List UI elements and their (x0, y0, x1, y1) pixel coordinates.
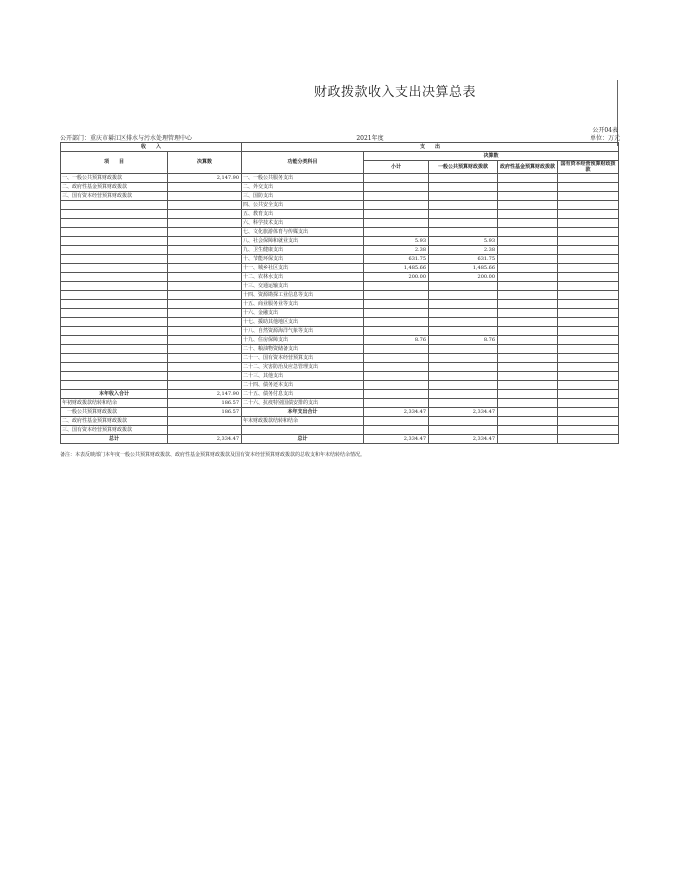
income-item-cell (61, 327, 168, 336)
table-row (61, 210, 619, 219)
table-row (61, 300, 619, 309)
state-capital-cell (558, 372, 619, 381)
subtotal-cell (364, 228, 429, 237)
state-capital-cell (558, 219, 619, 228)
general-budget-cell: 631.75 (429, 255, 498, 264)
page-title: 财政拨款收入支出决算总表 (313, 85, 476, 100)
general-budget-cell (429, 228, 498, 237)
gov-fund-cell (498, 228, 558, 237)
table-row (61, 318, 619, 327)
income-value-cell (168, 264, 242, 273)
state-capital-cell (558, 282, 619, 291)
subtotal-cell (364, 210, 429, 219)
income-total-label: 本年收入合计 (61, 390, 168, 399)
income-item-cell (61, 255, 168, 264)
subtotal-cell (364, 291, 429, 300)
subtotal-cell (364, 201, 429, 210)
income-value-cell (168, 372, 242, 381)
state-capital-cell (558, 327, 619, 336)
general-budget-cell (429, 210, 498, 219)
general-budget-cell: 200.00 (429, 273, 498, 282)
expense-item-cell: 七、文化旅游体育与传媒支出 (242, 228, 364, 237)
general-budget-cell (429, 345, 498, 354)
general-budget-header: 一般公共预算财政拨款 (429, 161, 498, 174)
gov-fund-cell (498, 246, 558, 255)
general-budget-cell (429, 282, 498, 291)
subtotal-header: 小计 (364, 161, 429, 174)
table-row (61, 255, 619, 264)
state-capital-cell (558, 192, 619, 201)
income-item-cell (61, 291, 168, 300)
item-header: 项 目 (61, 152, 168, 174)
gov-fund-cell (498, 210, 558, 219)
gov-fund-cell (498, 282, 558, 291)
gov-fund-cell (498, 201, 558, 210)
income-value-cell (168, 309, 242, 318)
state-capital-cell (558, 174, 619, 183)
income-item-cell (61, 354, 168, 363)
table-row (61, 264, 619, 273)
carryover-label: 年初财政拨款结转和结余 (61, 399, 168, 408)
income-item-cell (61, 282, 168, 291)
subtotal-cell: 8.76 (364, 336, 429, 345)
general-budget-cell (429, 327, 498, 336)
table-row (61, 372, 619, 381)
income-item-cell (61, 264, 168, 273)
table-row (61, 381, 619, 390)
general-budget-cell (429, 291, 498, 300)
general-budget-cell: 8.76 (429, 336, 498, 345)
grand-expense-label: 总计 (242, 435, 364, 444)
general-budget-cell: 2.38 (429, 246, 498, 255)
income-item-cell (61, 219, 168, 228)
table-row (61, 174, 619, 183)
table-row (61, 336, 619, 345)
form-code: 公开04表 (592, 127, 618, 134)
subtotal-cell (364, 282, 429, 291)
gov-fund-cell (498, 309, 558, 318)
expense-item-cell: 九、卫生健康支出 (242, 246, 364, 255)
income-value-cell (168, 183, 242, 192)
income-header: 收 入 (61, 143, 242, 152)
subtotal-cell (364, 174, 429, 183)
table-row (61, 219, 619, 228)
table-row (61, 237, 619, 246)
grand-total-label: 总计 (61, 435, 168, 444)
income-item-cell (61, 309, 168, 318)
state-capital-cell (558, 183, 619, 192)
income-value-cell (168, 210, 242, 219)
subtotal-cell (364, 354, 429, 363)
gov-fund-cell (498, 174, 558, 183)
income-value-cell (168, 300, 242, 309)
grand-subtotal-value: 2,334.47 (364, 435, 429, 444)
expense-item-cell: 十五、商业服务业等支出 (242, 300, 364, 309)
general-budget-cell (429, 309, 498, 318)
func-category-header: 功能分类科目 (242, 152, 364, 174)
income-value-cell (168, 291, 242, 300)
subtotal-cell: 631.75 (364, 255, 429, 264)
table-row (61, 228, 619, 237)
income-value-cell (168, 237, 242, 246)
general-budget-cell (429, 201, 498, 210)
expense-item-cell: 十九、住房保障支出 (242, 336, 364, 345)
income-item-cell: 二、政府性基金预算财政拨款 (61, 183, 168, 192)
grand-general-value: 2,334.47 (429, 435, 498, 444)
footnote: 备注：本表反映部门本年度一般公共预算财政拨款、政府性基金预算财政拨款及国有资本经营预算财政拨款的总收支和年末结转结余情况。 (60, 452, 366, 458)
expense-item-cell: 十、节能环保支出 (242, 255, 364, 264)
state-capital-cell (558, 264, 619, 273)
gov-fund-cell (498, 372, 558, 381)
income-value-cell: 2,147.90 (168, 174, 242, 183)
income-value-cell (168, 381, 242, 390)
carryover-value: 186.57 (168, 399, 242, 408)
table-row (61, 282, 619, 291)
state-capital-cell (558, 255, 619, 264)
expense-total-label: 本年支出合计 (242, 408, 364, 417)
state-capital-cell (558, 300, 619, 309)
general-budget-cell (429, 381, 498, 390)
year-end-label: 年末财政拨款结转和结余 (242, 417, 364, 426)
income-item-cell (61, 237, 168, 246)
general-budget-cell (429, 192, 498, 201)
subtotal-cell (364, 372, 429, 381)
income-value-cell (168, 363, 242, 372)
general-budget-cell (429, 183, 498, 192)
income-item-cell (61, 201, 168, 210)
gov-fund-cell (498, 183, 558, 192)
subtotal-cell (364, 318, 429, 327)
state-capital-cell (558, 336, 619, 345)
income-item-cell (61, 372, 168, 381)
expense-item-cell: 二十、粮油物资储备支出 (242, 345, 364, 354)
income-value-cell (168, 345, 242, 354)
expense-item-cell: 八、社会保障和就业支出 (242, 237, 364, 246)
gov-fund-cell (498, 291, 558, 300)
expense-item-cell: 十二、农林水支出 (242, 273, 364, 282)
gov-fund-cell (498, 381, 558, 390)
state-capital-cell (558, 246, 619, 255)
income-item-cell: 一、一般公共预算财政拨款 (61, 174, 168, 183)
gov-fund-cell (498, 255, 558, 264)
department-label: 公开部门：重庆市綦江区排水与污水处理管理中心 (60, 135, 193, 142)
state-capital-cell (558, 273, 619, 282)
table-row (61, 327, 619, 336)
gov-fund-cell (498, 327, 558, 336)
state-capital-cell (558, 201, 619, 210)
expense-item-cell: 十三、交通运输支出 (242, 282, 364, 291)
subtotal-cell (364, 219, 429, 228)
income-value-cell (168, 201, 242, 210)
expense-item-cell: 二、外交支出 (242, 183, 364, 192)
income-item-cell: 三、国有资本经营预算财政拨款 (61, 192, 168, 201)
gov-fund-cell (498, 219, 558, 228)
general-budget-cell (429, 174, 498, 183)
income-item-cell (61, 273, 168, 282)
income-value-cell (168, 255, 242, 264)
gov-fund-cell (498, 273, 558, 282)
state-capital-cell (558, 318, 619, 327)
table-row (61, 192, 619, 201)
income-item-cell (61, 381, 168, 390)
table-row (61, 363, 619, 372)
income-value-cell (168, 318, 242, 327)
subtotal-cell (364, 309, 429, 318)
carry-fund-label: 二、政府性基金预算财政拨款 (61, 417, 168, 426)
gov-fund-cell (498, 318, 558, 327)
subtotal-cell (364, 300, 429, 309)
table-row (61, 345, 619, 354)
gov-fund-cell (498, 354, 558, 363)
expense-item-cell: 十六、金融支出 (242, 309, 364, 318)
income-value-cell (168, 192, 242, 201)
income-item-cell (61, 336, 168, 345)
income-item-cell (61, 210, 168, 219)
general-budget-cell: 1,485.66 (429, 264, 498, 273)
expense-item-cell: 一、一般公共服务支出 (242, 174, 364, 183)
income-value-cell (168, 246, 242, 255)
state-capital-cell (558, 345, 619, 354)
income-value-cell (168, 354, 242, 363)
carry-general-value: 186.57 (168, 408, 242, 417)
income-item-cell (61, 246, 168, 255)
expense-total-general: 2,334.47 (429, 408, 498, 417)
state-capital-cell (558, 309, 619, 318)
state-capital-cell (558, 381, 619, 390)
expense-item-cell: 十一、城乡社区支出 (242, 264, 364, 273)
expense-item-cell: 三、国防支出 (242, 192, 364, 201)
general-budget-cell (429, 219, 498, 228)
expense-item-cell: 二十四、债务还本支出 (242, 381, 364, 390)
gov-fund-cell (498, 363, 558, 372)
income-value-cell (168, 336, 242, 345)
state-capital-cell (558, 291, 619, 300)
carry-capital-label: 三、国有资本经营预算财政拨款 (61, 426, 168, 435)
gov-fund-cell (498, 237, 558, 246)
gov-fund-cell (498, 264, 558, 273)
state-capital-cell (558, 363, 619, 372)
gov-fund-cell (498, 345, 558, 354)
subtotal-cell (364, 381, 429, 390)
subtotal-cell (364, 183, 429, 192)
grand-income-value: 2,334.47 (168, 435, 242, 444)
state-capital-cell (558, 237, 619, 246)
expense-item-cell: 十七、援助其他地区支出 (242, 318, 364, 327)
expense-item-cell: 十四、资源勘探工业信息等支出 (242, 291, 364, 300)
subtotal-cell: 5.93 (364, 237, 429, 246)
table-row (61, 354, 619, 363)
final-amount-group-header: 决算数 (364, 152, 619, 161)
expense-total-subtotal: 2,334.47 (364, 408, 429, 417)
subtotal-cell (364, 363, 429, 372)
final-amount-header: 决算数 (168, 152, 242, 174)
subtotal-cell: 2.38 (364, 246, 429, 255)
income-item-cell (61, 363, 168, 372)
general-budget-cell: 5.93 (429, 237, 498, 246)
expense-header: 支 出 (242, 143, 619, 152)
table-row (61, 246, 619, 255)
table-row (61, 183, 619, 192)
income-value-cell (168, 273, 242, 282)
expense-item-cell: 六、科学技术支出 (242, 219, 364, 228)
income-total-value: 2,147.90 (168, 390, 242, 399)
state-capital-cell (558, 354, 619, 363)
table-row (61, 201, 619, 210)
gov-fund-cell (498, 192, 558, 201)
income-item-cell (61, 318, 168, 327)
income-item-cell (61, 345, 168, 354)
subtotal-cell (364, 345, 429, 354)
general-budget-cell (429, 363, 498, 372)
state-capital-cell (558, 210, 619, 219)
expense-item-cell: 十八、自然资源海洋气象等支出 (242, 327, 364, 336)
subtotal-cell: 200.00 (364, 273, 429, 282)
year-label: 2021年度 (356, 135, 384, 142)
gov-fund-cell (498, 336, 558, 345)
expense-item-cell: 二十一、国有资本经营预算支出 (242, 354, 364, 363)
unit-label: 单位：万元 (589, 135, 620, 142)
debt-issue-label: 二十六、抗疫特别国债安排的支出 (242, 399, 364, 408)
table-row (61, 291, 619, 300)
expense-item-cell: 四、公共安全支出 (242, 201, 364, 210)
state-capital-cell (558, 228, 619, 237)
income-value-cell (168, 219, 242, 228)
general-budget-cell (429, 354, 498, 363)
debt-interest-label: 二十五、债务付息支出 (242, 390, 364, 399)
subtotal-cell (364, 327, 429, 336)
carry-general-label: 一般公共预算财政拨款 (61, 408, 168, 417)
expense-item-cell: 五、教育支出 (242, 210, 364, 219)
table-row (61, 273, 619, 282)
income-item-cell (61, 300, 168, 309)
subtotal-cell (364, 192, 429, 201)
table-row (61, 309, 619, 318)
general-budget-cell (429, 300, 498, 309)
income-value-cell (168, 228, 242, 237)
expense-item-cell: 二十二、灾害防治及应急管理支出 (242, 363, 364, 372)
general-budget-cell (429, 318, 498, 327)
general-budget-cell (429, 372, 498, 381)
budget-table (60, 142, 619, 444)
state-capital-header: 国有资本经营预算财政拨款 (558, 161, 619, 174)
report-meta (60, 133, 618, 142)
gov-fund-header: 政府性基金预算财政拨款 (498, 161, 558, 174)
subtotal-cell: 1,485.66 (364, 264, 429, 273)
gov-fund-cell (498, 300, 558, 309)
income-value-cell (168, 282, 242, 291)
income-item-cell (61, 228, 168, 237)
income-value-cell (168, 327, 242, 336)
expense-item-cell: 二十三、其他支出 (242, 372, 364, 381)
